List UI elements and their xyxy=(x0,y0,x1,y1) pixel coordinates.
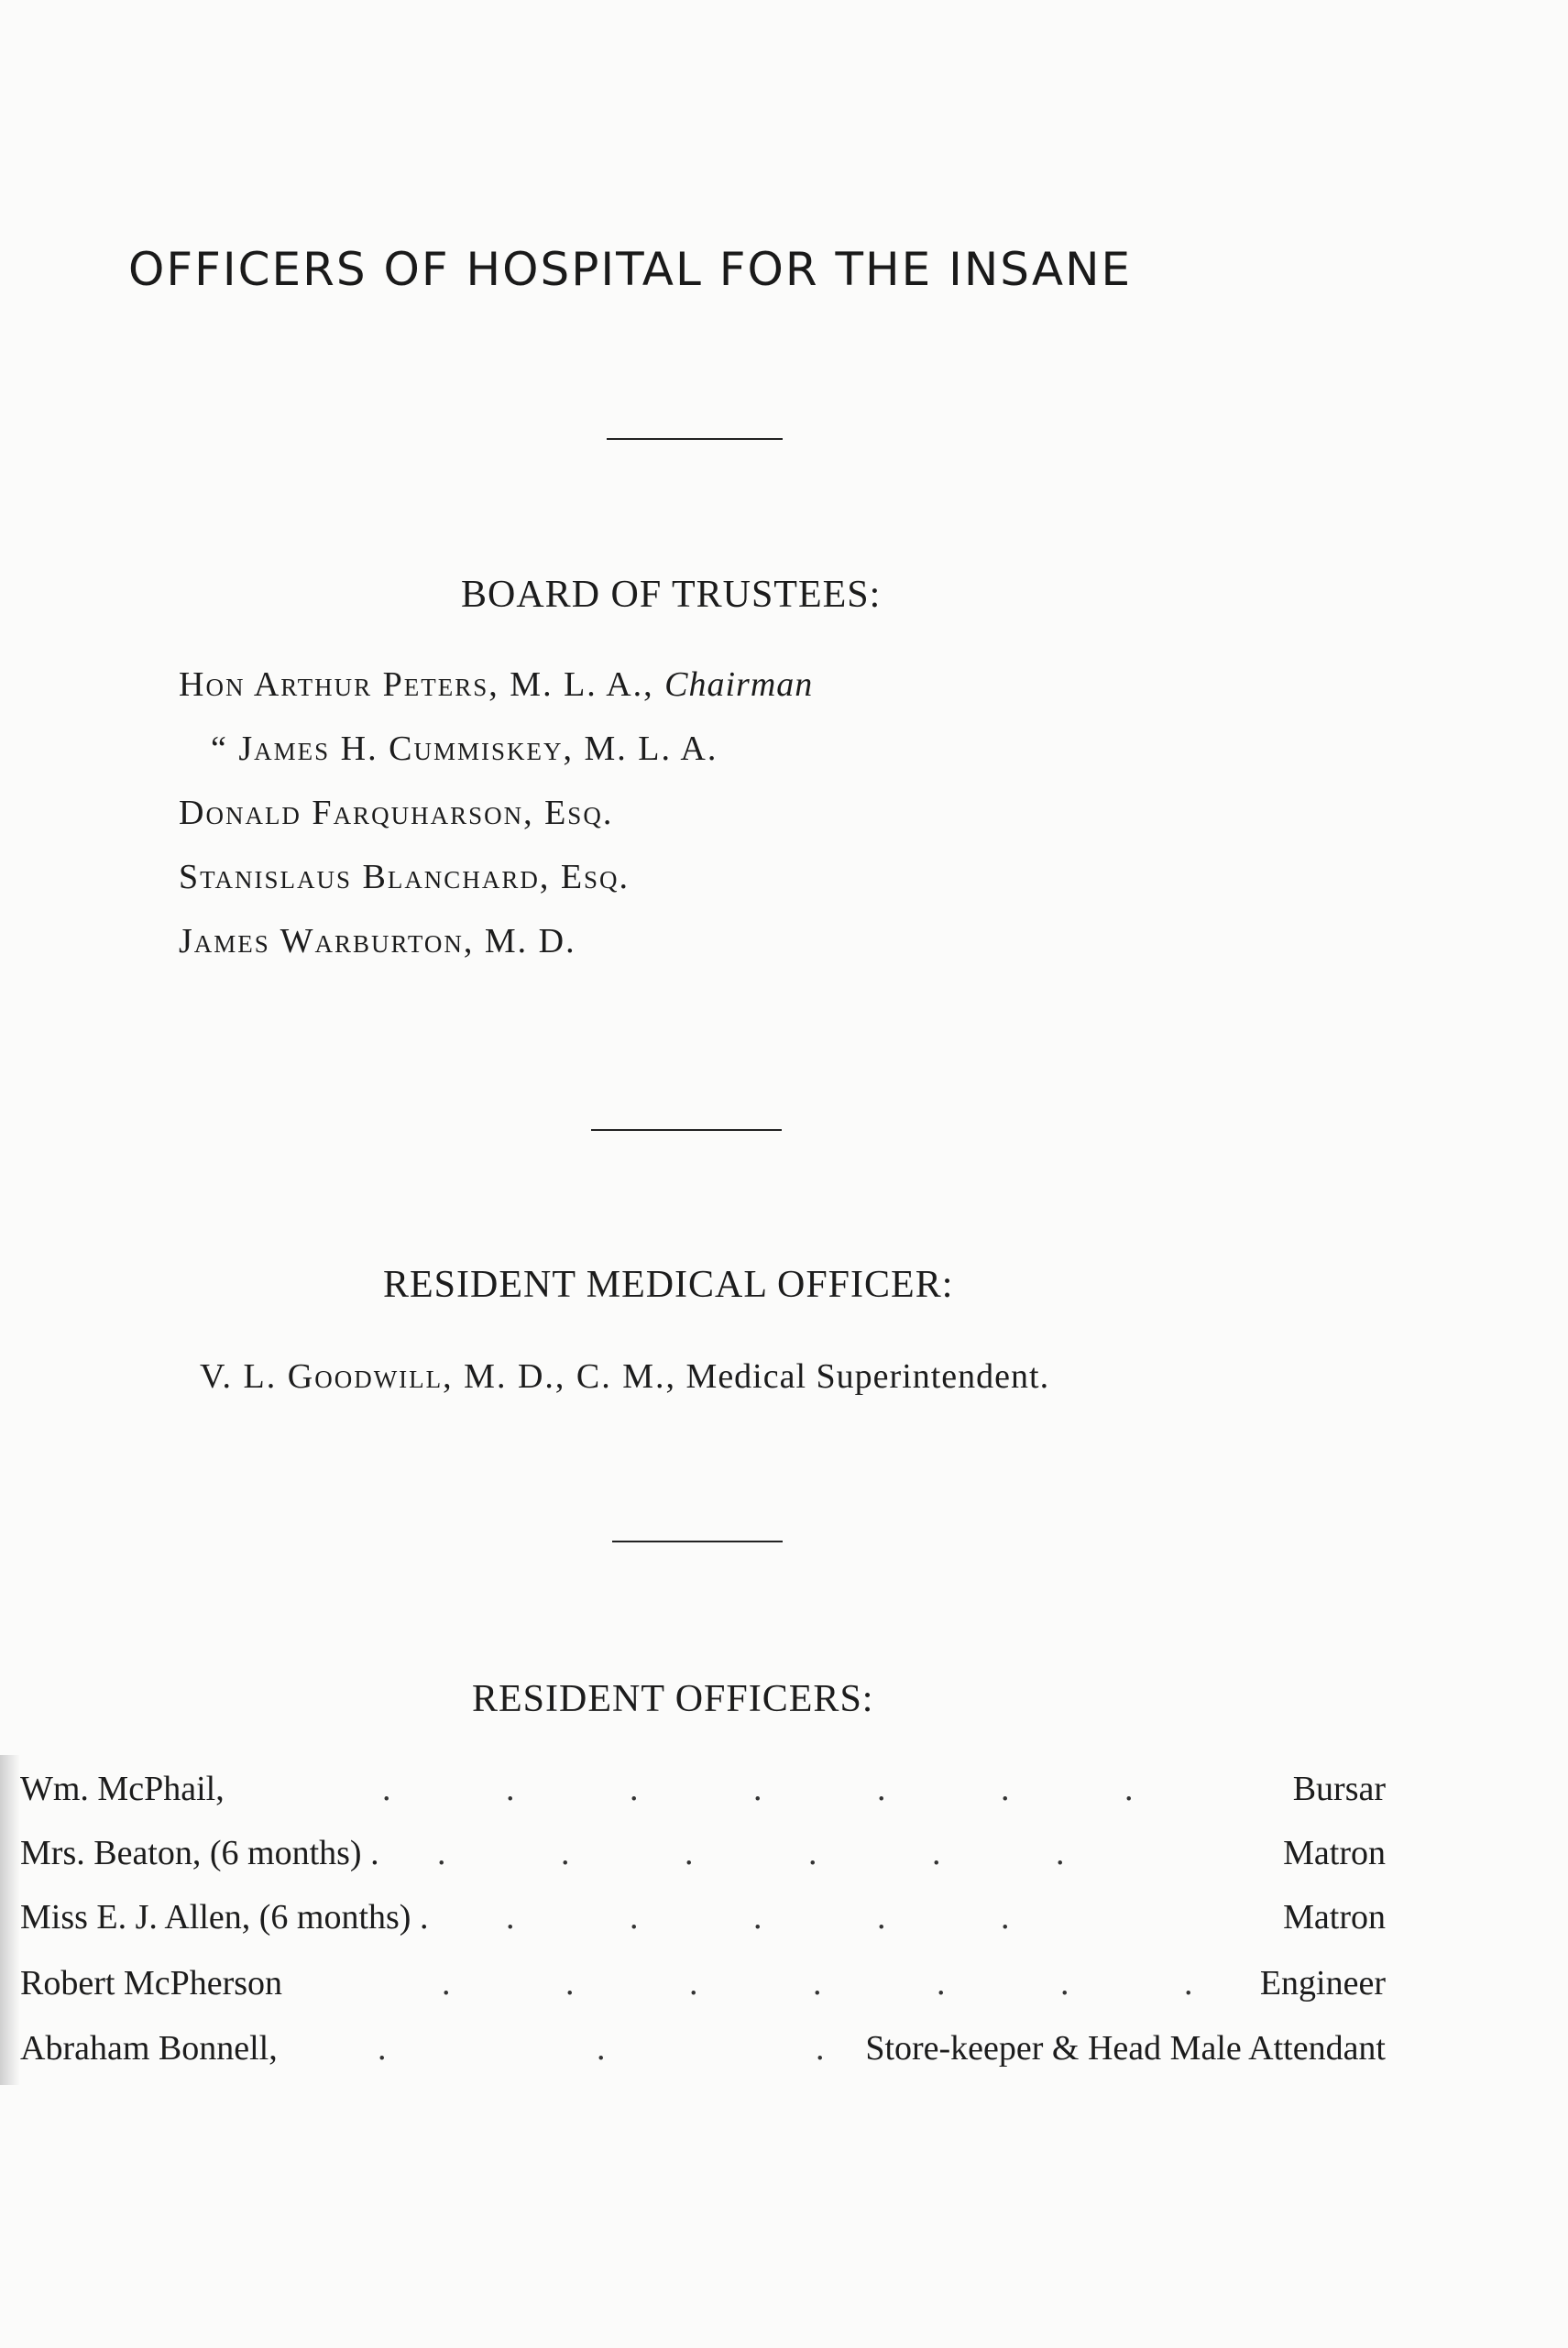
officer-row xyxy=(20,1833,1386,1879)
page-title: OFFICERS OF HOSPITAL FOR THE INSANE xyxy=(128,243,1133,296)
trustee-4: Stanislaus Blanchard, Esq. xyxy=(179,858,630,896)
divider-rule xyxy=(607,438,783,440)
dot-leaders: . . . xyxy=(378,2029,926,2068)
officer-name: Mrs. Beaton, (6 months) . xyxy=(20,1834,379,1872)
officer-row xyxy=(20,1963,1386,2009)
officer-row xyxy=(20,1897,1386,1943)
officer-role: Matron xyxy=(1283,1834,1386,1872)
officer-name: Wm. McPhail, xyxy=(20,1770,225,1808)
trustee-3: Donald Farquharson, Esq. xyxy=(179,794,614,832)
officer-name: Abraham Bonnell, xyxy=(20,2029,278,2068)
trustee-1-name: Hon Arthur Peters, M. L. A., xyxy=(179,665,665,704)
trustee-1 xyxy=(179,664,813,705)
resident-officers-heading: RESIDENT OFFICERS: xyxy=(472,1678,874,1720)
resident-medical-officer-heading: RESIDENT MEDICAL OFFICER: xyxy=(383,1264,954,1306)
officer-name: Miss E. J. Allen, (6 months) . xyxy=(20,1898,429,1937)
dot-leaders: . . . . . xyxy=(506,1898,1063,1937)
officer-role: Store-keeper & Head Male Attendant xyxy=(865,2029,1386,2068)
officer-row xyxy=(20,2028,1386,2074)
officer-role: Bursar xyxy=(1292,1770,1386,1808)
board-of-trustees-heading: BOARD OF TRUSTEES: xyxy=(461,574,882,616)
divider-rule xyxy=(591,1129,782,1131)
dot-leaders: . . . . . . . xyxy=(442,1964,1246,2002)
divider-rule xyxy=(612,1541,783,1542)
medical-officer-line xyxy=(200,1356,1049,1397)
medical-officer-title: Medical Superintendent. xyxy=(685,1357,1050,1396)
trustee-5: James Warburton, M. D. xyxy=(179,922,576,960)
officer-name: Robert McPherson xyxy=(20,1964,283,2002)
trustee-2: “ James H. Cummiskey, M. L. A. xyxy=(211,730,718,768)
officer-row xyxy=(20,1769,1386,1815)
dot-leaders: . . . . . . xyxy=(437,1834,1118,1872)
medical-officer-name: V. L. Goodwill, M. D., C. M., xyxy=(200,1357,677,1396)
trustee-1-role: Chairman xyxy=(664,665,814,704)
dot-leaders: . . . . . . . xyxy=(382,1770,1187,1808)
page-edge-shadow xyxy=(0,1755,20,2085)
officer-role: Matron xyxy=(1283,1898,1386,1937)
officer-role: Engineer xyxy=(1259,1964,1386,2002)
